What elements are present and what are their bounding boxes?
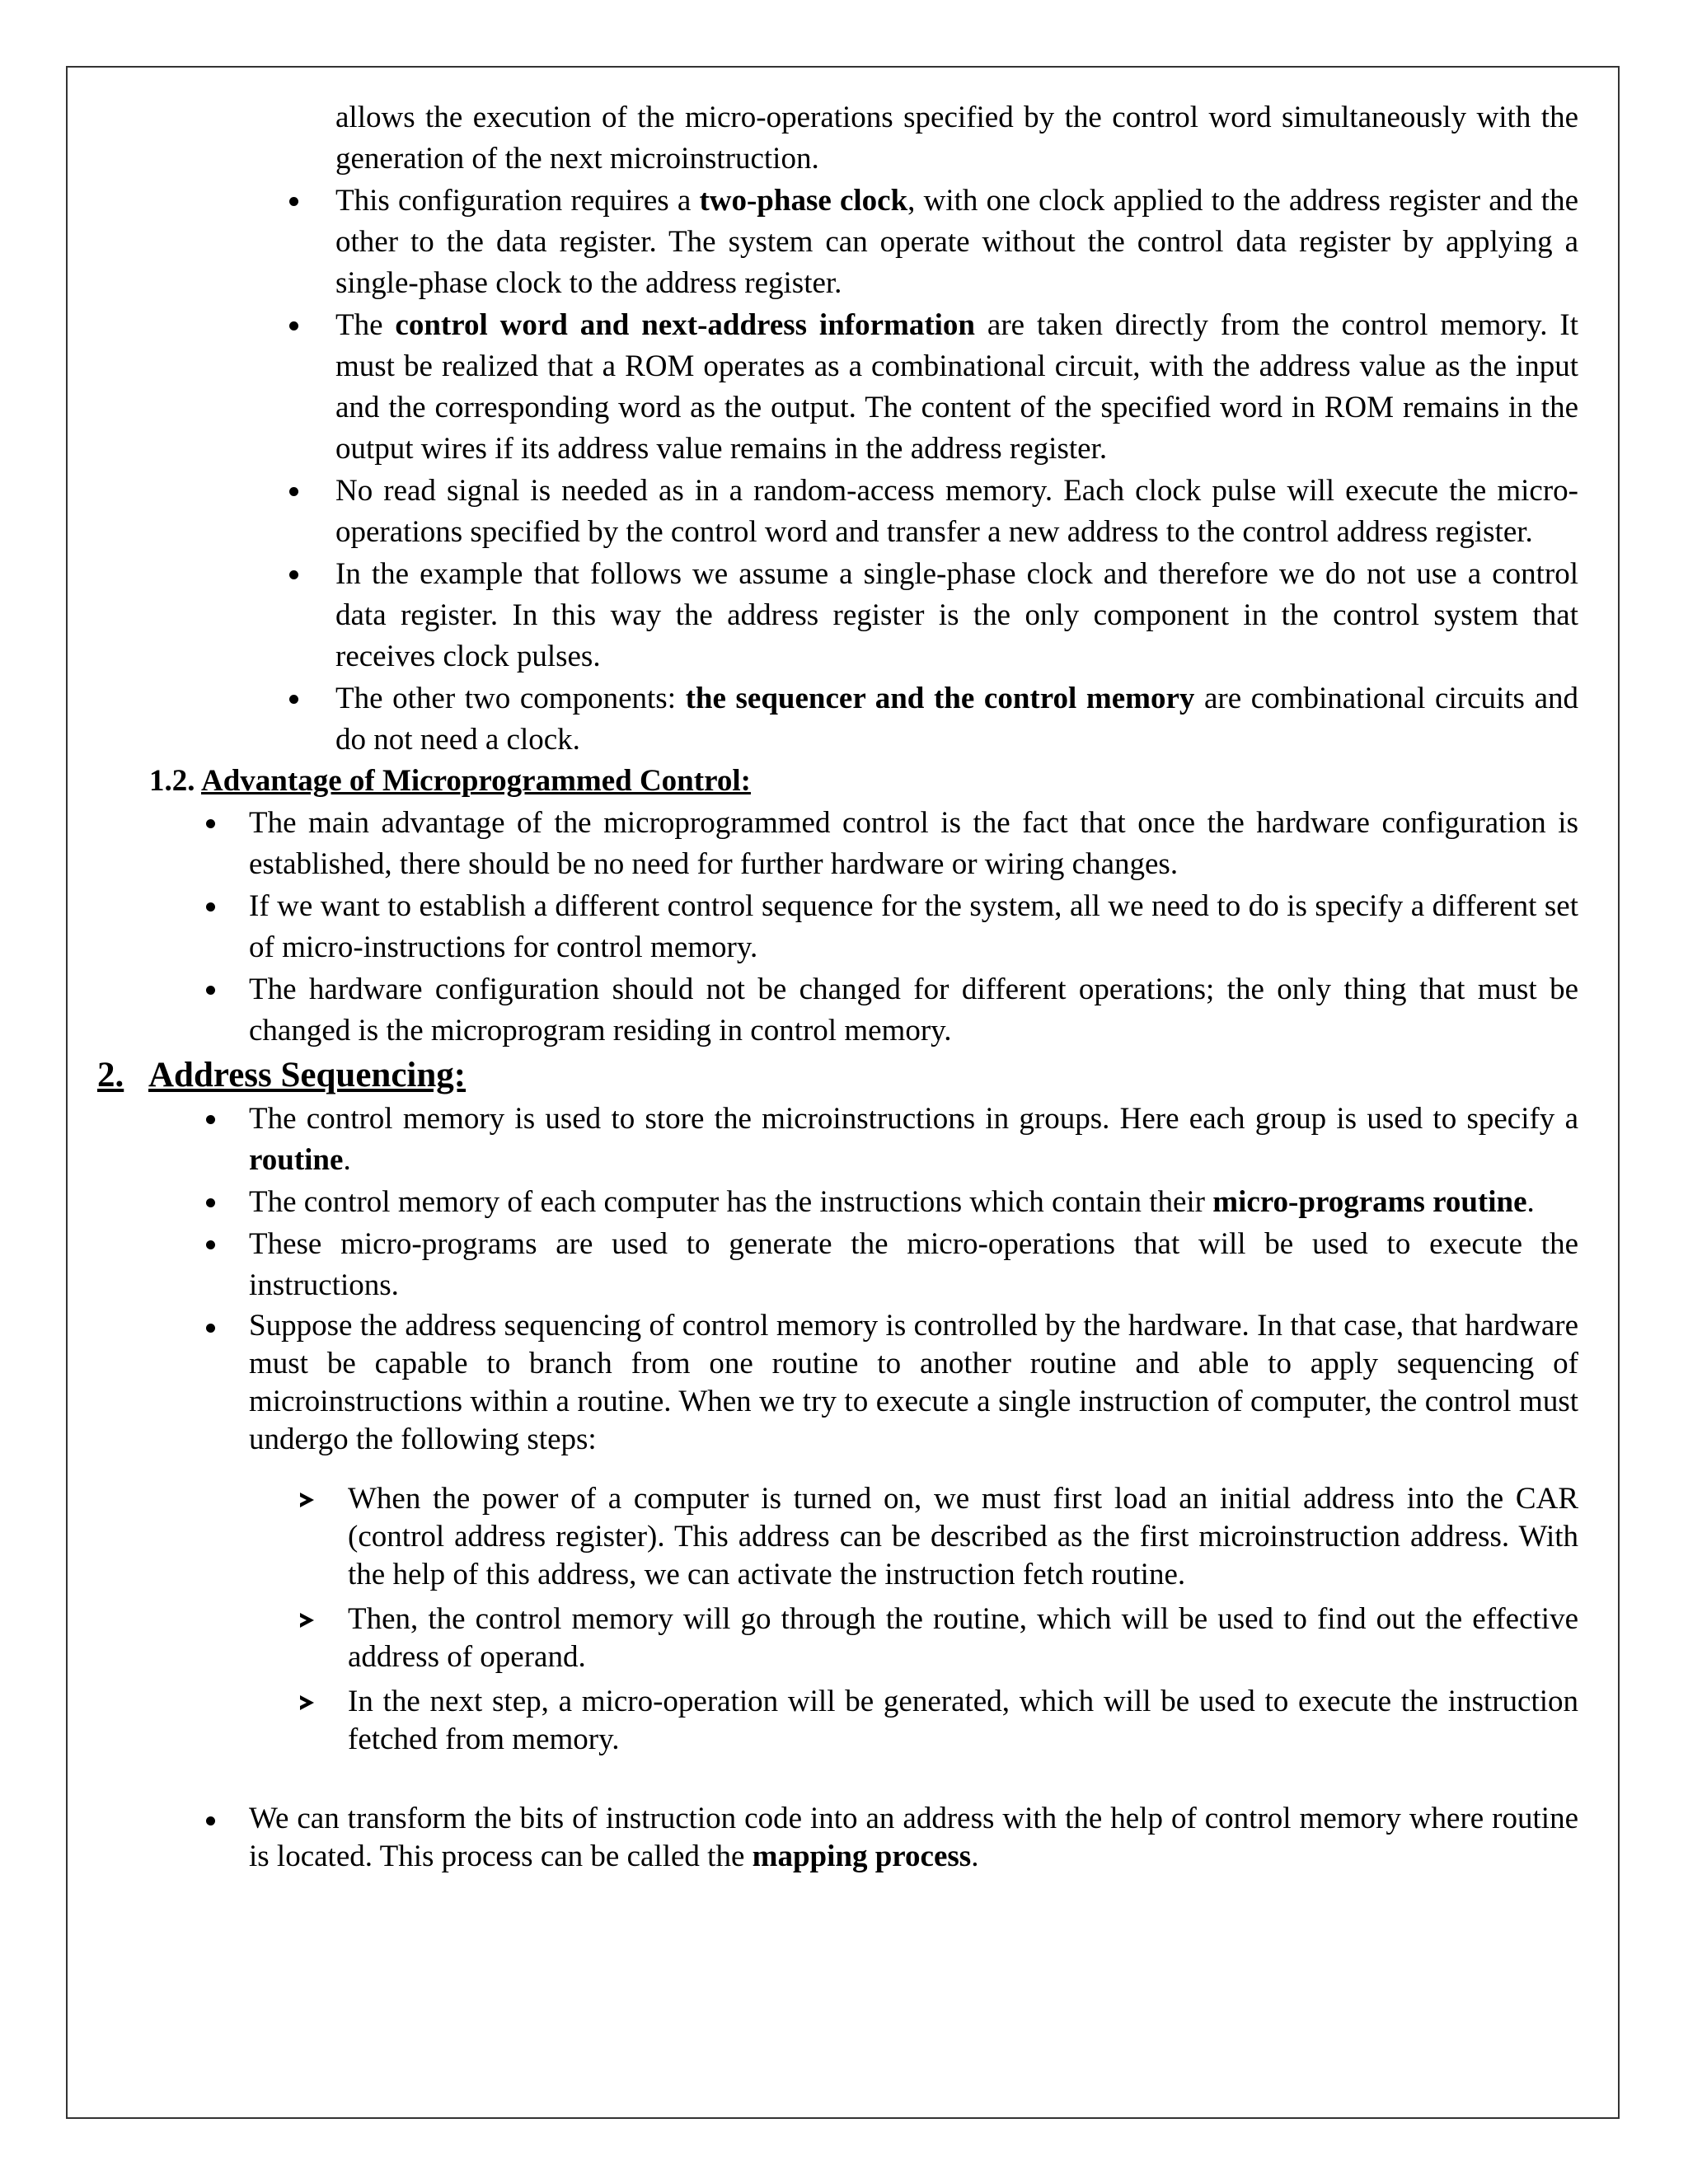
section-heading-2	[97, 1053, 1688, 1098]
bullet-text: The control memory of each computer has the instructions which contain their	[249, 1185, 1213, 1219]
bullet-text: The control memory is used to store the microinstructions in groups. Here each group is used to specify a	[249, 1102, 1578, 1136]
advantage-bullet-list	[0, 803, 1688, 1052]
section-title: Advantage of Microprogrammed Control:	[201, 764, 751, 798]
bullet-text: The	[335, 308, 396, 342]
bullet-text: Suppose the address sequencing of control memory is controlled by the hardware. In that case, that hardware must be capable to branch from one routine to another routine and able to apply sequencing of microinstructions within a routine. When we try to execute a single instruction of computer, the control must undergo the following steps:	[249, 1309, 1578, 1456]
bullet-text: In the example that follows we assume a single-phase clock and therefore we do not use a control data register. In this way the address register is the only component in the control system that receives clock pulses.	[335, 557, 1578, 673]
bullet-text: These micro-programs are used to generate the micro-operations that will be used to execute the instructions.	[249, 1227, 1578, 1302]
bullet-bold-text: control word and next-address information	[395, 308, 976, 342]
address-sequencing-bullet-list	[0, 1099, 1688, 1459]
arrow-bullet-icon	[300, 1493, 314, 1507]
bullet-text: .	[971, 1840, 979, 1873]
bullet-bold-text: the sequencer and the control memory	[685, 682, 1195, 715]
list-item: The main advantage of the microprogrammed control is the fact that once the hardware configuration is established, there should be no need for further hardware or wiring changes.	[249, 803, 1578, 885]
section-number: 1.2.	[149, 764, 195, 798]
list-item: If we want to establish a different control sequence for the system, all we need to do is specify a different set of micro-instructions for control memory.	[249, 886, 1578, 968]
list-item	[335, 554, 1578, 677]
bullet-text: The other two components:	[335, 682, 686, 715]
list-item	[335, 180, 1578, 304]
intro-bullet-list	[0, 180, 1688, 761]
list-item	[249, 1099, 1578, 1181]
list-item	[249, 1224, 1578, 1306]
bullet-bold-text: two-phase clock	[699, 184, 908, 218]
bullet-text: No read signal is needed as in a random-access memory. Each clock pulse will execute the micro-operations specified by the control word and transfer a new address to the control address register.	[335, 474, 1578, 549]
list-item	[249, 1307, 1578, 1459]
list-item	[335, 678, 1578, 761]
bullet-text: , with one clock applied to the address register and the other to the data register. The system can operate without the control data register by applying a single-phase clock to the address register.	[335, 184, 1579, 300]
arrow-bullet-icon	[300, 1613, 314, 1628]
bullet-text: .	[1526, 1185, 1535, 1219]
section-heading-1-2	[149, 761, 1688, 802]
list-item	[335, 471, 1578, 553]
bullet-bold-text: mapping process	[752, 1840, 972, 1873]
bullet-bold-text: micro-programs routine	[1212, 1185, 1527, 1219]
bullet-text: This configuration requires a	[335, 184, 700, 218]
step-text: When the power of a computer is turned on, we must first load an initial address into the CAR (control address register). This address can be described as the first microinstruction address. With the help of this address, we can activate the instruction fetch routine.	[348, 1482, 1578, 1591]
arrow-bullet-icon	[300, 1695, 314, 1710]
step-text: In the next step, a micro-operation will be generated, which will be used to execute the instruction fetched from memory.	[348, 1685, 1578, 1756]
bullet-text: are taken directly from the control memory. It must be realized that a ROM operates as a combinational circuit, with the address value as the input and the corresponding word as the output. The content of the specified word in ROM remains in the output wires if its address value remains in the address register.	[335, 308, 1578, 466]
list-item	[249, 1182, 1578, 1223]
list-item	[348, 1601, 1578, 1676]
list-item	[249, 1800, 1578, 1876]
bullet-text: .	[343, 1143, 351, 1177]
section-title: Address Sequencing:	[148, 1056, 467, 1094]
mapping-bullet-list	[0, 1800, 1688, 1876]
list-item: The hardware configuration should not be changed for different operations; the only thing that must be changed is the microprogram residing in control memory.	[249, 969, 1578, 1052]
bullet-text: are combinational circuits and do not need a clock.	[335, 682, 1578, 757]
section-number: 2.	[97, 1056, 124, 1094]
list-item	[348, 1683, 1578, 1759]
control-steps-list	[0, 1480, 1688, 1759]
list-item	[335, 305, 1578, 470]
list-item	[348, 1480, 1578, 1594]
bullet-bold-text: routine	[249, 1143, 344, 1177]
intro-continuation: allows the execution of the micro-operations specified by the control word simultaneously with the generation of the next microinstruction.	[335, 101, 1578, 176]
bullet-text: We can transform the bits of instruction code into an address with the help of control memory where routine is located. This process can be called the	[249, 1802, 1578, 1873]
step-text: Then, the control memory will go through the routine, which will be used to find out the effective address of operand.	[348, 1602, 1578, 1674]
